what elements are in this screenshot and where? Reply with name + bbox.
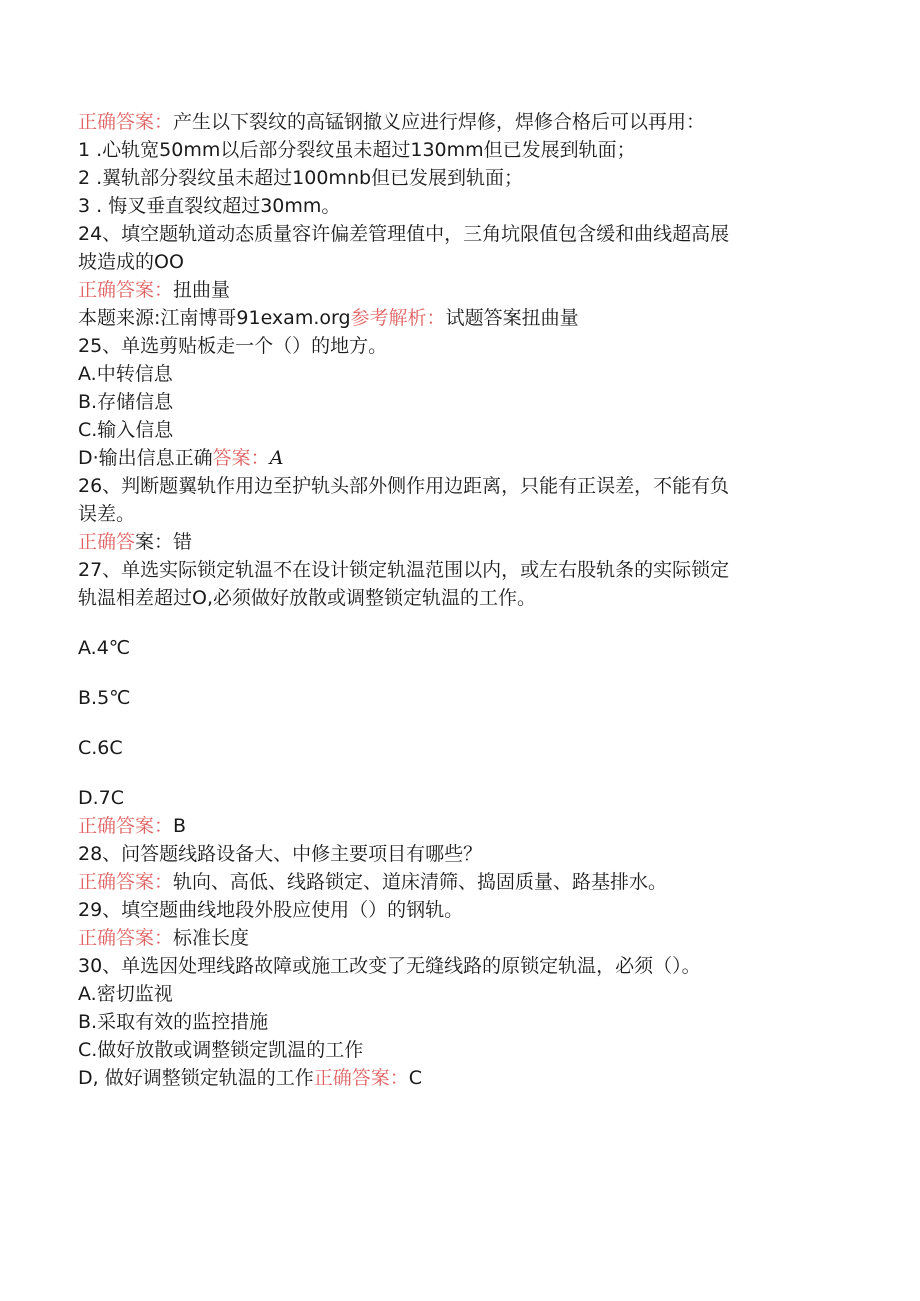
text-line xyxy=(78,584,838,612)
text-span: 轨温相差超过O,必须做好放散或调整锁定轨温的工作。 xyxy=(78,587,536,609)
text-span: B xyxy=(173,815,187,837)
text-span: C.6C xyxy=(78,737,123,759)
text-span: B.存储信息 xyxy=(78,391,174,413)
text-span: A.中转信息 xyxy=(78,363,173,385)
text-line xyxy=(78,840,838,868)
text-line xyxy=(78,556,838,584)
text-span: C xyxy=(408,1067,423,1089)
answer-label: 正确答案： xyxy=(78,111,174,133)
text-line xyxy=(78,388,838,416)
text-line xyxy=(78,684,838,712)
text-line xyxy=(78,868,838,896)
text-span: 2 .翼轨部分裂纹虽未超过100mnb但已发展到轨面； xyxy=(78,167,524,189)
text-span: A.4℃ xyxy=(78,637,131,659)
text-line xyxy=(78,248,838,276)
text-span: 24、填空题轨道动态质量容许偏差管理值中，三角坑限值包含缓和曲线超高展 xyxy=(78,223,730,245)
text-span: A.密切监视 xyxy=(78,983,173,1005)
text-line xyxy=(78,896,838,924)
text-span: 坡造成的OO xyxy=(78,251,184,273)
answer-label: 正确答案： xyxy=(78,927,174,949)
text-line xyxy=(78,980,838,1008)
text-line xyxy=(78,276,838,304)
answer-label: 正确答案： xyxy=(78,279,174,301)
text-span: 28、问答题线路设备大、中修主要项目有哪些？ xyxy=(78,843,483,865)
text-span: 3 . 悔叉垂直裂纹超过30mm。 xyxy=(78,195,341,217)
text-span: B.5℃ xyxy=(78,687,131,709)
answer-label: 正确答案： xyxy=(78,871,174,893)
text-span: D·输出信息正确 xyxy=(78,447,213,469)
text-span: B.采取有效的监控措施 xyxy=(78,1011,269,1033)
text-span: D, 做好调整锁定轨温的工作 xyxy=(78,1067,314,1089)
text-span: 26、判断题翼轨作用边至护轨头部外侧作用边距离，只能有正误差，不能有负 xyxy=(78,475,730,497)
text-line xyxy=(78,360,838,388)
text-line xyxy=(78,136,838,164)
answer-label: 正确答案： xyxy=(313,1067,409,1089)
answer-label: 正确答 xyxy=(78,531,136,553)
text-span: 1 .心轨宽50mm以后部分裂纹虽未超过130mm但已发展到轨面； xyxy=(78,139,636,161)
text-line xyxy=(78,332,838,360)
text-line xyxy=(78,500,838,528)
text-line xyxy=(78,304,838,332)
text-span: C.做好放散或调整锁定凯温的工作 xyxy=(78,1039,364,1061)
text-line xyxy=(78,528,838,556)
text-line xyxy=(78,220,838,248)
text-span: 案：错 xyxy=(135,531,193,553)
text-span: 轨向、高低、线路锁定、道床清筛、捣固质量、路基排水。 xyxy=(173,871,668,893)
text-line xyxy=(78,924,838,952)
text-span: 试题答案扭曲量 xyxy=(445,307,579,329)
text-span: D.7C xyxy=(78,787,125,809)
text-line xyxy=(78,164,838,192)
text-span: 25、单选剪贴板走一个（）的地方。 xyxy=(78,335,388,357)
text-span: 误差。 xyxy=(78,503,136,525)
text-line xyxy=(78,952,838,980)
text-span: 27、单选实际锁定轨温不在设计锁定轨温范围以内，或左右股轨条的实际锁定 xyxy=(78,559,730,581)
text-line xyxy=(78,472,838,500)
text-span: 产生以下裂纹的高锰钢撤义应进行焊修，焊修合格后可以再用： xyxy=(173,111,706,133)
text-span: C.输入信息 xyxy=(78,419,174,441)
answer-label: 正确答案： xyxy=(78,815,174,837)
answer-label: 答案： xyxy=(212,447,270,469)
text-line xyxy=(78,1036,838,1064)
answer-label: 参考解析： xyxy=(350,307,446,329)
text-span: 29、填空题曲线地段外股应使用（）的钢轨。 xyxy=(78,899,464,921)
text-line xyxy=(78,108,838,136)
text-line xyxy=(78,1064,838,1092)
text-span: 30、单选因处理线路故障或施工改变了无缝线路的原锁定轨温，必须（）。 xyxy=(78,955,701,977)
text-span: A xyxy=(269,447,284,469)
text-line xyxy=(78,416,838,444)
text-span: 本题来源:江南博哥91exam.org xyxy=(78,307,351,329)
text-line xyxy=(78,192,838,220)
text-line xyxy=(78,444,838,472)
text-line xyxy=(78,812,838,840)
document-body xyxy=(78,108,838,1092)
text-line xyxy=(78,784,838,812)
text-line xyxy=(78,1008,838,1036)
text-span: 扭曲量 xyxy=(173,279,231,301)
text-line xyxy=(78,634,838,662)
text-span: 标准长度 xyxy=(173,927,250,949)
text-line xyxy=(78,734,838,762)
